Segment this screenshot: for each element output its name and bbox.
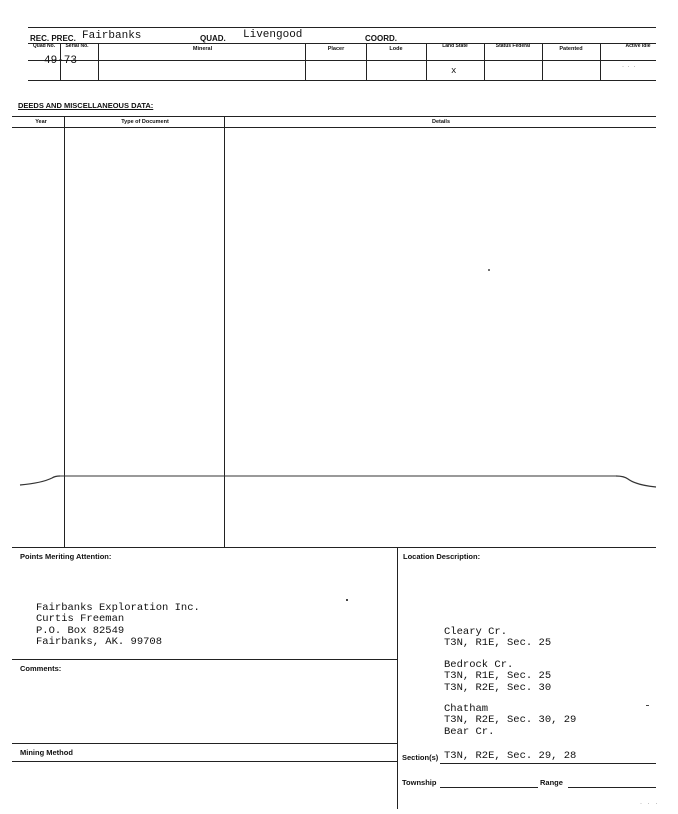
stray-dot bbox=[488, 269, 490, 271]
location-entry-last: T3N, R2E, Sec. 29, 28 bbox=[444, 750, 577, 762]
points-line: Fairbanks Exploration Inc. bbox=[36, 602, 200, 614]
mining-method-rule bbox=[12, 761, 397, 762]
location-entry: T3N, R2E, Sec. 30, 29 bbox=[444, 714, 577, 727]
quad-serial-value: 49-73 bbox=[44, 55, 78, 67]
deeds-bottom-rule bbox=[12, 547, 656, 548]
location-label: Location Description: bbox=[403, 552, 481, 561]
location-creek-name: Bedrock Cr. bbox=[444, 658, 514, 671]
claim-bottom-rule bbox=[28, 80, 656, 81]
col-placer: Placer bbox=[327, 46, 345, 52]
break-curve-left bbox=[20, 476, 60, 485]
col-active-idle: Active Idle bbox=[625, 43, 651, 49]
location-entry: T3N, R1E, Sec. 25 bbox=[444, 670, 552, 683]
coord-label: COORD. bbox=[365, 34, 397, 43]
location-creek-name: Chatham bbox=[444, 703, 489, 716]
comments-bottom-rule bbox=[12, 743, 397, 744]
stray-dash bbox=[646, 705, 649, 706]
range-rule bbox=[568, 787, 656, 788]
claim-divider bbox=[60, 43, 61, 80]
quad-value: Livengood bbox=[243, 29, 303, 41]
location-creek-name: Bear Cr. bbox=[444, 725, 495, 738]
col-quad-no: Quad No. bbox=[32, 43, 56, 49]
header-underline bbox=[28, 43, 656, 44]
location-creek-name: Cleary Cr. bbox=[444, 626, 508, 638]
claim-divider bbox=[484, 43, 485, 80]
points-address bbox=[36, 603, 200, 649]
claim-divider bbox=[366, 43, 367, 80]
sections-rule bbox=[440, 763, 656, 764]
deeds-top-rule bbox=[12, 116, 656, 117]
top-rule bbox=[28, 27, 656, 28]
col-lode: Lode bbox=[389, 46, 403, 52]
claim-divider bbox=[600, 43, 601, 80]
location-entry: T3N, R1E, Sec. 25 bbox=[444, 637, 552, 650]
points-bottom-rule bbox=[12, 659, 397, 660]
claim-divider bbox=[426, 43, 427, 80]
rec-prec-label: REC. PREC. bbox=[30, 34, 76, 43]
points-label: Points Meriting Attention: bbox=[20, 552, 112, 561]
rec-prec-value: Fairbanks bbox=[82, 30, 142, 42]
stray-dot-2 bbox=[346, 599, 348, 601]
break-curve-right bbox=[616, 476, 656, 487]
range-label: Range bbox=[540, 778, 563, 787]
claim-header-rule bbox=[28, 60, 656, 61]
claim-divider bbox=[98, 43, 99, 80]
active-idle-speckle: · · · bbox=[622, 64, 637, 70]
points-line: P.O. Box 82549 bbox=[36, 624, 125, 637]
col-serial-no: Serial No. bbox=[65, 43, 89, 49]
points-line: Fairbanks, AK. 99708 bbox=[36, 636, 163, 649]
sections-label: Section(s) bbox=[402, 753, 439, 762]
col-mineral: Mineral bbox=[192, 46, 213, 52]
corner-speckle: · · · bbox=[640, 801, 660, 807]
township-label: Township bbox=[402, 778, 437, 787]
col-patented: Patented bbox=[559, 46, 583, 52]
deeds-header-rule bbox=[12, 127, 656, 128]
location-description bbox=[444, 627, 576, 738]
points-line: Curtis Freeman bbox=[36, 613, 125, 626]
deeds-section-title: DEEDS AND MISCELLANEOUS DATA: bbox=[18, 101, 154, 110]
deeds-col-year: Year bbox=[35, 119, 47, 125]
col-status-federal: Status Federal bbox=[495, 43, 531, 49]
deeds-col-type: Type of Document bbox=[121, 119, 169, 125]
page-break-curve bbox=[0, 470, 678, 494]
location-entry: T3N, R2E, Sec. 30 bbox=[444, 681, 552, 694]
claim-divider bbox=[305, 43, 306, 80]
township-rule bbox=[440, 787, 538, 788]
claim-divider bbox=[542, 43, 543, 80]
bottom-center-divider bbox=[397, 547, 398, 809]
quad-label: QUAD. bbox=[200, 34, 226, 43]
col-land-state: Land State bbox=[442, 43, 468, 49]
deeds-col-details: Details bbox=[431, 119, 451, 125]
comments-label: Comments: bbox=[20, 664, 62, 673]
mining-method-label: Mining Method bbox=[20, 748, 73, 757]
land-state-mark: x bbox=[451, 66, 457, 76]
